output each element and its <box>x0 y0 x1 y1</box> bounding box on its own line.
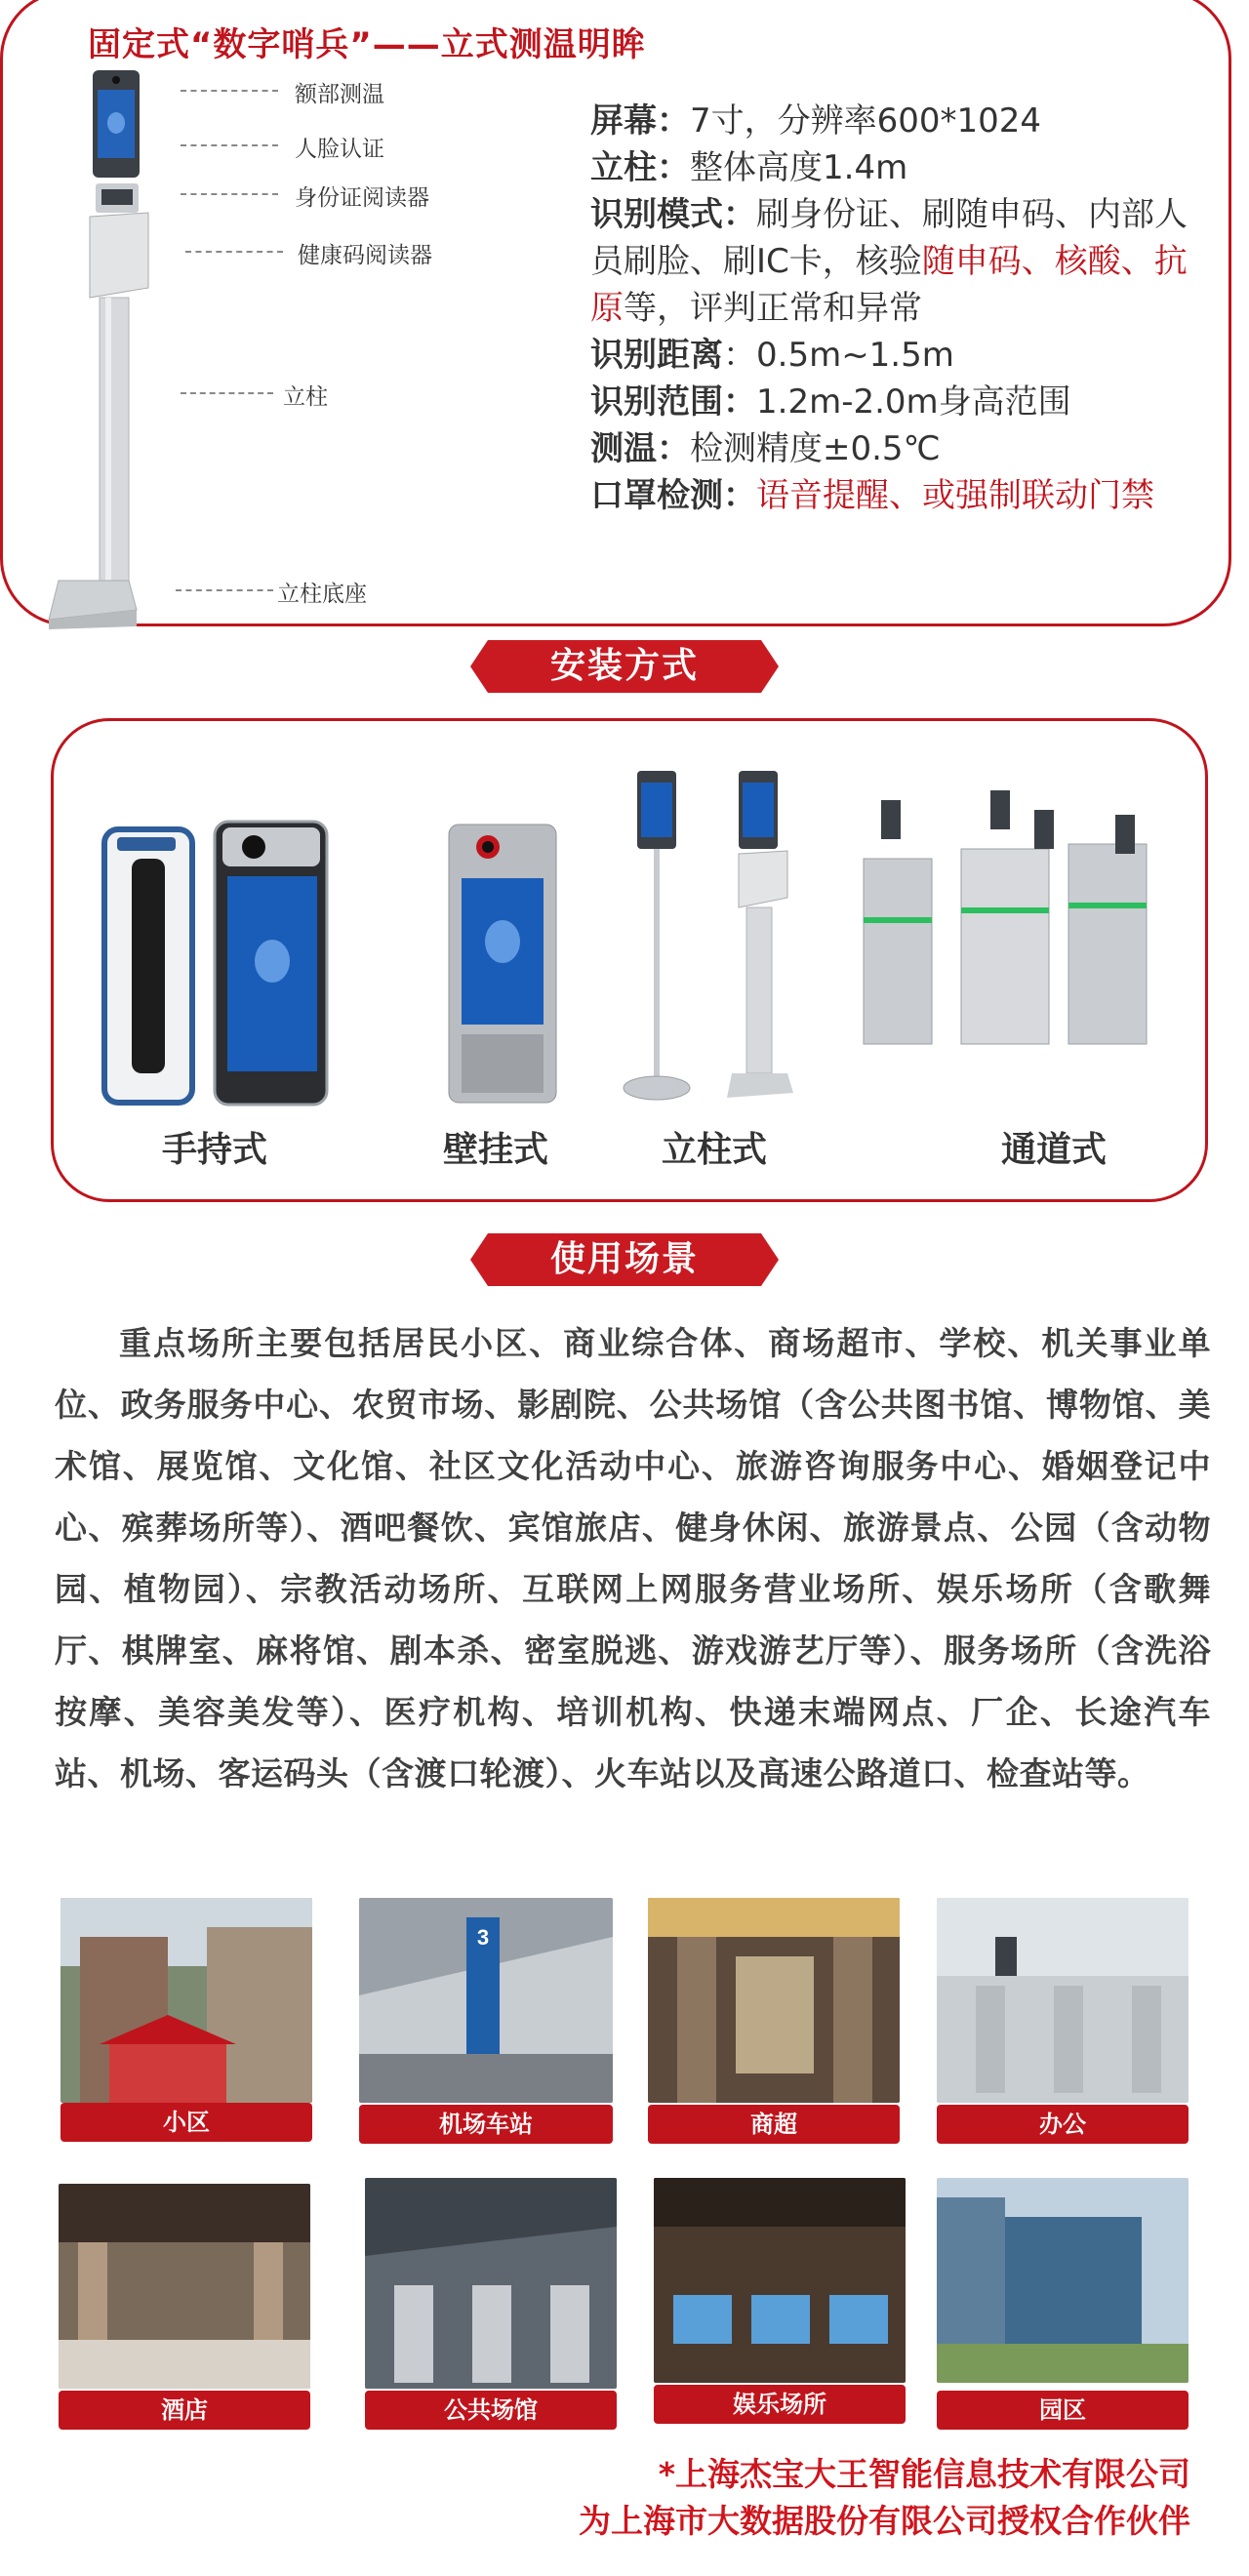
scene-photo-entertainment <box>654 2178 906 2383</box>
spec-mask: 口罩检测：语音提醒、或强制联动门禁 <box>590 476 1154 515</box>
pillar-kiosk-device-icon <box>727 771 793 1098</box>
pillar-stand-device-icon <box>624 771 690 1100</box>
footer-partner: 为上海市大数据股份有限公司授权合作伙伴 <box>579 2502 1190 2540</box>
scene-label-mall: 商超 <box>648 2105 900 2144</box>
install-type-wall: 壁挂式 <box>442 1130 548 1170</box>
scene-photo-mall <box>648 1898 900 2103</box>
handheld-device-icon <box>104 829 192 1103</box>
scenario-heading: 使用场景 <box>488 1233 761 1286</box>
spec-mode: 识别模式：刷身份证、刷随申码、内部人员刷脸、刷IC卡，核验随申码、核酸、抗原等，评判正常和异常 <box>590 195 1188 328</box>
scene-label-office: 办公 <box>937 2105 1189 2144</box>
spec-temperature: 测温：检测精度±0.5℃ <box>590 429 941 468</box>
install-type-channel: 通道式 <box>1000 1130 1107 1170</box>
callout-forehead-temp: 额部测温 <box>295 82 384 107</box>
install-type-pillar: 立柱式 <box>661 1130 767 1170</box>
scene-label-airport: 机场车站 <box>359 2105 613 2144</box>
scene-label-community: 小区 <box>60 2103 312 2142</box>
callout-id-reader: 身份证阅读器 <box>295 185 429 211</box>
callout-health-code-reader: 健康码阅读器 <box>298 243 432 268</box>
callout-line <box>176 589 273 591</box>
spec-distance: 识别距离：0.5m~1.5m <box>590 336 954 375</box>
scene-photo-airport <box>359 1898 613 2103</box>
install-type-handheld: 手持式 <box>161 1130 267 1170</box>
install-devices-illustration <box>93 771 1176 1112</box>
product-title: 固定式“数字哨兵”——立式测温明眸 <box>88 25 646 64</box>
scene-photo-community <box>60 1898 312 2103</box>
callout-pillar: 立柱 <box>283 384 328 410</box>
scene-photo-hotel <box>59 2184 310 2389</box>
handheld-terminal-icon <box>215 822 327 1105</box>
install-heading: 安装方式 <box>488 640 761 693</box>
callout-face-auth: 人脸认证 <box>295 137 384 162</box>
scenario-paragraph: 重点场所主要包括居民小区、商业综合体、商场超市、学校、机关事业单位、政务服务中心、农贸市场、影剧院、公共场馆（含公共图书馆、博物馆、美术馆、展览馆、文化馆、社区文化活动中心、旅游咨询服务中心、婚姻登记中心、殡葬场所等）、酒吧餐饮、宾馆旅店、健身休闲、旅游景点、公园（含动物园、植物园）、宗教活动场所、互联网上网服务营业场所、娱乐场所（含歌舞厅、棋牌室、麻将馆、剧本杀、密室脱逃、游戏游艺厅等）、服务场所（含洗浴按摩、美容美发等）、医疗机构、培训机构、快递末端网点、厂企、长途汽车站、机场、客运码头（含渡口轮渡）、火车站以及高速公路道口、检查站等。 <box>55 1324 1211 1792</box>
spec-range: 识别范围：1.2m-2.0m身高范围 <box>590 382 1071 422</box>
callout-line <box>181 90 278 92</box>
scene-label-entertainment: 娱乐场所 <box>654 2385 906 2424</box>
scene-label-park: 园区 <box>937 2391 1189 2430</box>
callout-line <box>181 193 278 195</box>
scene-photo-office <box>937 1898 1189 2103</box>
wall-mounted-device-icon <box>449 825 556 1103</box>
spec-pillar: 立柱：整体高度1.4m <box>590 148 908 187</box>
scene-label-public-venue: 公共场馆 <box>365 2391 617 2430</box>
scene-photo-public-venue <box>365 2178 617 2389</box>
scene-label-hotel: 酒店 <box>59 2391 310 2430</box>
pillar-device-illustration <box>39 68 156 629</box>
callout-line <box>181 144 278 146</box>
callout-pillar-base: 立柱底座 <box>277 582 367 607</box>
callout-line <box>181 392 273 394</box>
spec-list <box>590 98 1195 519</box>
turnstile-gate-icon <box>864 790 1147 1044</box>
callout-line <box>185 251 283 253</box>
footer-company: *上海杰宝大王智能信息技术有限公司 <box>658 2455 1190 2493</box>
spec-screen: 屏幕：7寸，分辨率600*1024 <box>590 101 1042 141</box>
airport-sign-number: 3 <box>476 1925 490 1950</box>
scene-photo-park <box>937 2178 1189 2383</box>
